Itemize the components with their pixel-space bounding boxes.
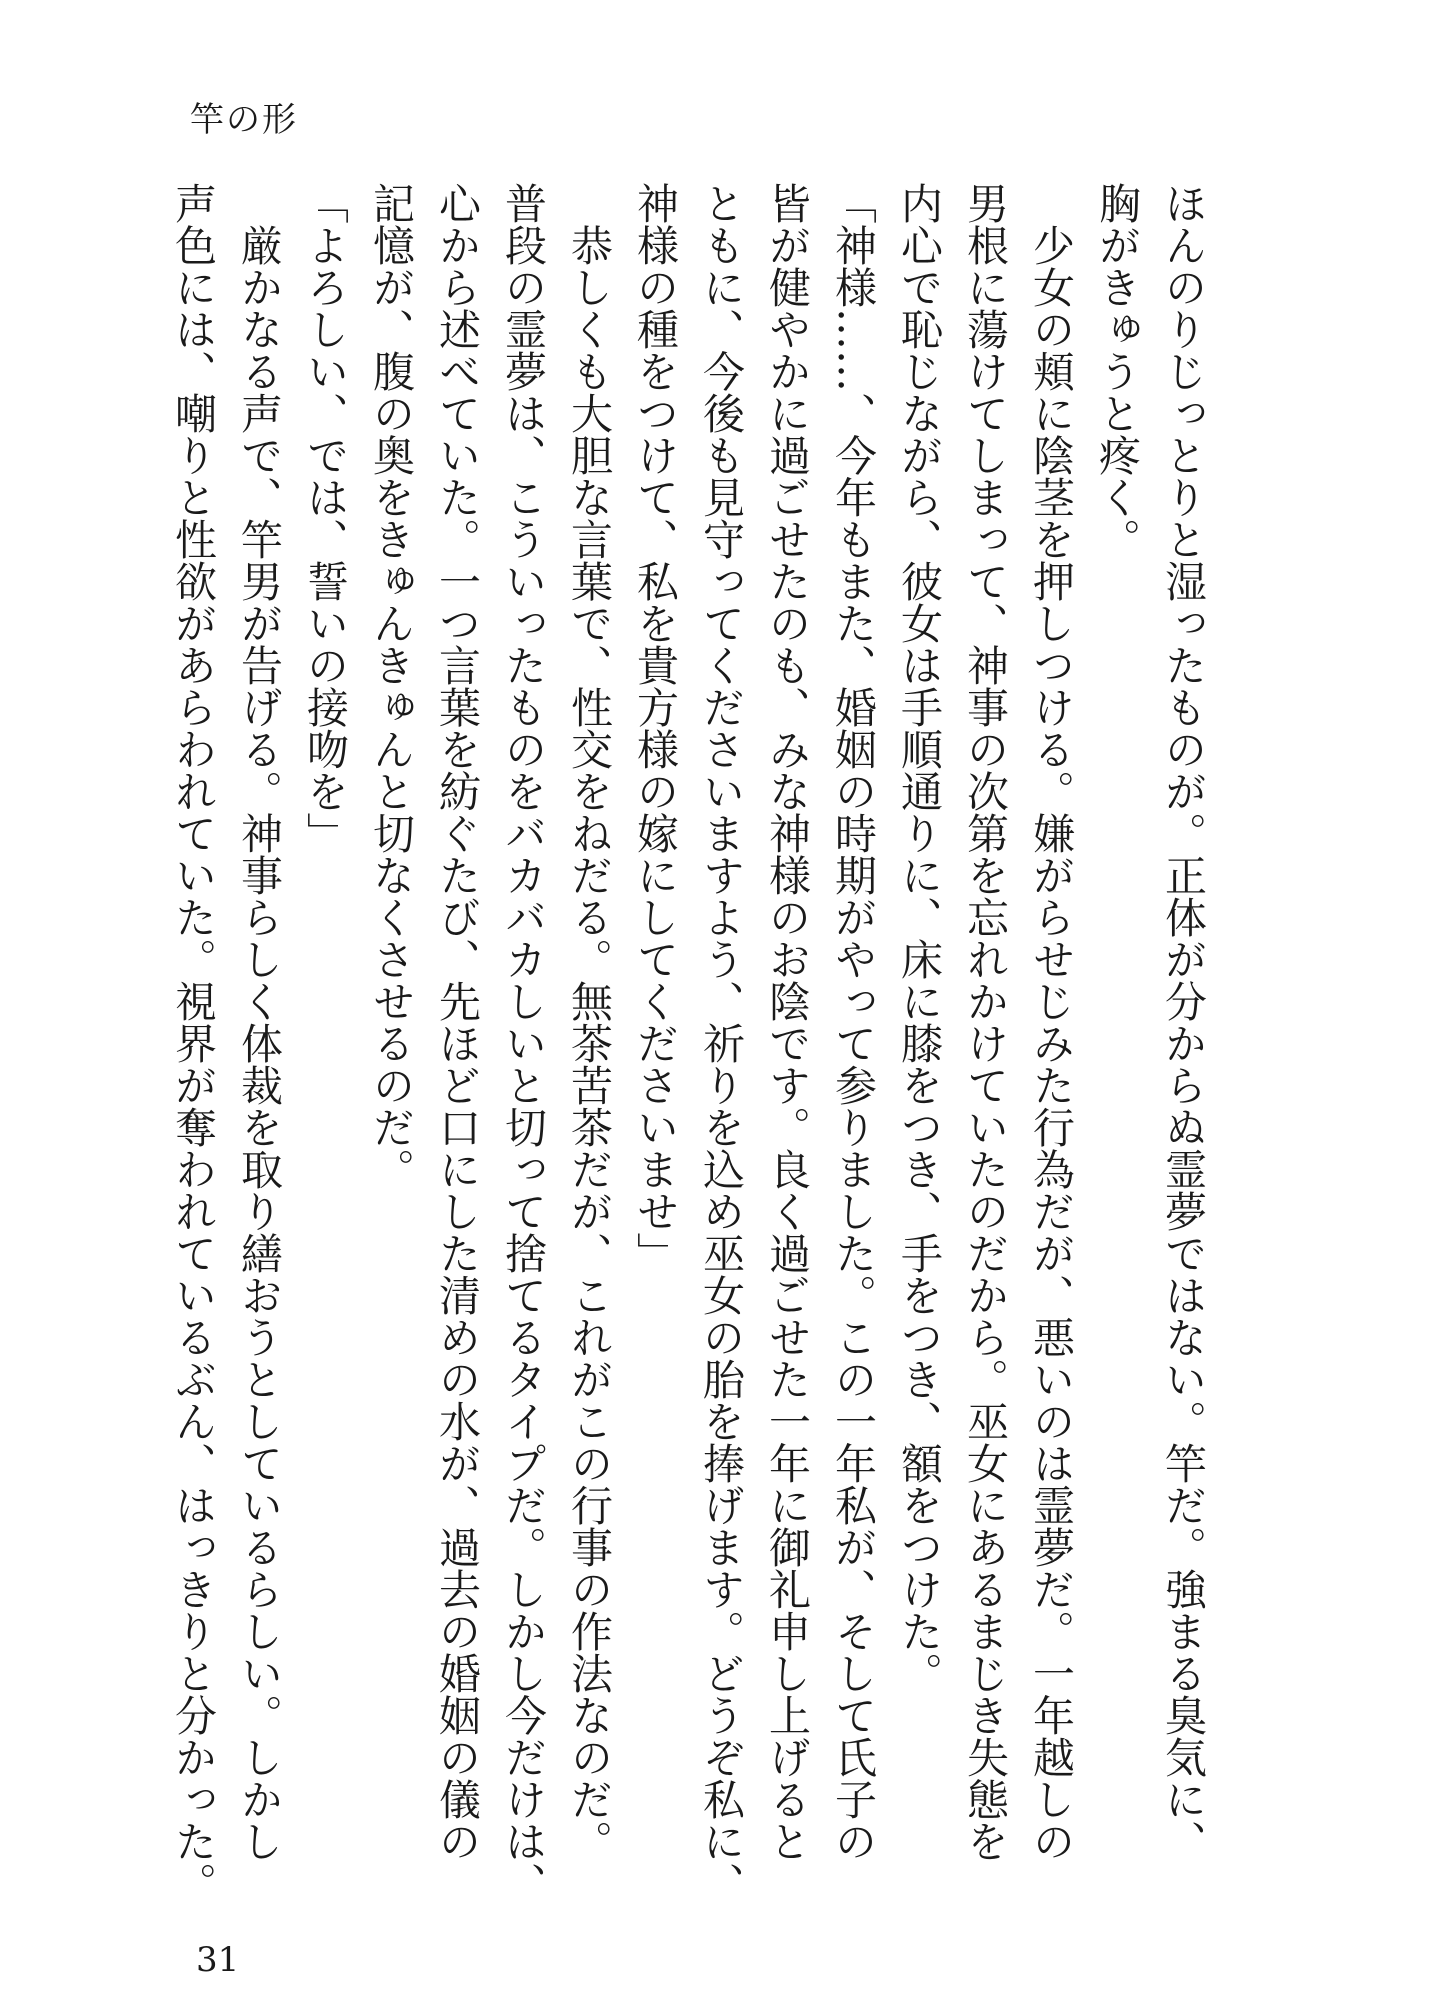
text-line: 内心で恥じながら、彼女は手順通りに、床に膝をつき、手をつき、額をつけた。 bbox=[895, 182, 944, 1694]
text-line: 男根に蕩けてしまって、神事の次第を忘れかけていたのだから。巫女にあるまじき失態を bbox=[961, 182, 1010, 1862]
text-line: 声色には、嘲りと性欲があらわれていた。視界が奪われているぶん、はっきりと分かった。 bbox=[169, 182, 218, 1904]
text-line: 神様の種をつけて、私を貴方様の嫁にしてくださいませ」 bbox=[631, 182, 680, 1274]
running-header: 竿の形 bbox=[190, 100, 298, 140]
text-line: ともに、今後も見守ってくださいますよう、祈りを込め巫女の胎を捧げます。どうぞ私に、 bbox=[697, 182, 746, 1904]
text-line: 胸がきゅうと疼く。 bbox=[1093, 182, 1142, 560]
text-line: 少女の頬に陰茎を押しつける。嫌がらせじみた行為だが、悪いのは霊夢だ。一年越しの bbox=[1027, 182, 1076, 1862]
text-line: 記憶が、腹の奥をきゅんきゅんと切なくさせるのだ。 bbox=[367, 182, 416, 1190]
text-line: 皆が健やかに過ごせたのも、みな神様のお陰です。良く過ごせた一年に御礼申し上げると bbox=[763, 182, 812, 1862]
text-line: ほんのりじっとりと湿ったものが。正体が分からぬ霊夢ではない。竿だ。強まる臭気に、 bbox=[1159, 182, 1208, 1862]
vertical-body-text bbox=[160, 182, 1216, 1904]
text-line: 「よろしい、では、誓いの接吻を」 bbox=[301, 182, 350, 854]
text-line: 厳かなる声で、竿男が告げる。神事らしく体裁を取り繕おうとしているらしい。しかし bbox=[235, 182, 284, 1862]
text-line: 心から述べていた。一つ言葉を紡ぐたび、先ほど口にした清めの水が、過去の婚姻の儀の bbox=[433, 182, 482, 1862]
text-line: 普段の霊夢は、こういったものをバカバカしいと切って捨てるタイプだ。しかし今だけは、 bbox=[499, 182, 548, 1904]
page-number: 31 bbox=[196, 1940, 240, 1980]
text-line: 「神様……、今年もまた、婚姻の時期がやって参りました。この一年私が、そして氏子の bbox=[829, 182, 878, 1862]
text-line: 恭しくも大胆な言葉で、性交をねだる。無茶苦茶だが、これがこの行事の作法なのだ。 bbox=[565, 182, 614, 1862]
